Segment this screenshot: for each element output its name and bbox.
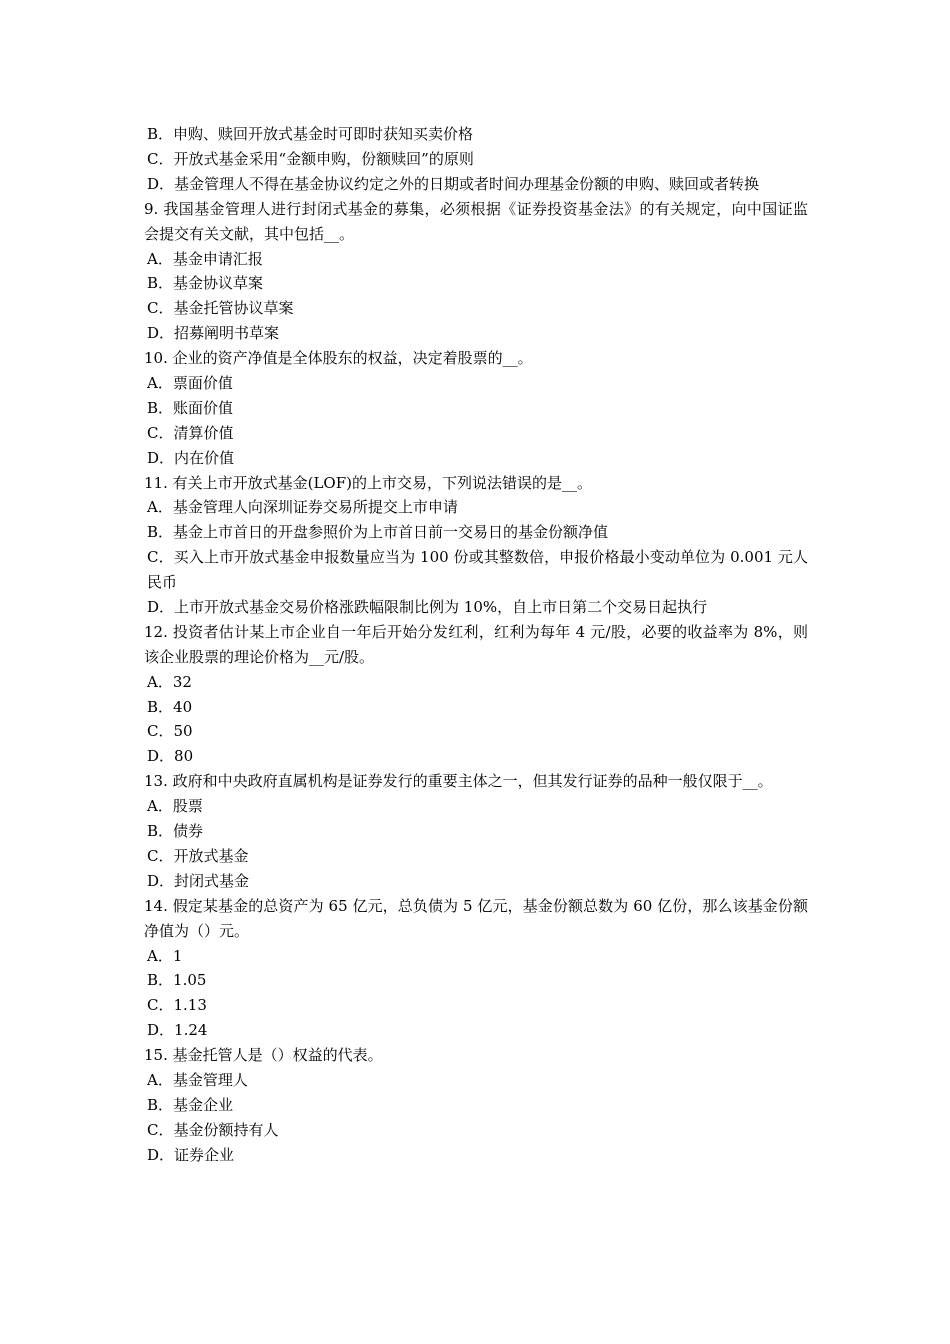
option-13c: C．开放式基金: [147, 846, 249, 865]
question-10: 10. 企业的资产净值是全体股东的权益，决定着股票的__。: [144, 349, 533, 368]
option-9d: D．招募阐明书草案: [147, 324, 280, 343]
option-12a: A．32: [147, 672, 192, 691]
option-8c: C．开放式基金采用“金额申购，份额赎回”的原则: [147, 149, 474, 168]
option-9a: A．基金申请汇报: [147, 249, 263, 268]
option-15b: B．基金企业: [147, 1095, 234, 1114]
option-9b: B．基金协议草案: [147, 274, 264, 293]
option-11c: C．买入上市开放式基金申报数量应当为 100 份或其整数倍，申报价格最小变动单位为 0.001 元人民币: [147, 548, 808, 592]
option-11a: A．基金管理人向深圳证券交易所提交上市申请: [147, 498, 458, 517]
option-8d: D．基金管理人不得在基金协议约定之外的日期或者时间办理基金份额的申购、赎回或者转换: [147, 174, 760, 193]
question-14: 14. 假定某基金的总资产为 65 亿元，总负债为 5 亿元，基金份额总数为 60 亿份，那么该基金份额净值为（）元。: [144, 896, 808, 940]
option-14b: B．1.05: [147, 971, 207, 990]
option-10c: C．清算价值: [147, 423, 234, 442]
option-12c: C．50: [147, 722, 193, 741]
option-14d: D．1.24: [147, 1021, 208, 1040]
option-8b: B．申购、赎回开放式基金时可即时获知买卖价格: [147, 125, 474, 143]
option-13a: A．股票: [147, 797, 203, 816]
option-14a: A．1: [147, 946, 183, 965]
document-page: [144, 122, 808, 1168]
option-14c: C．1.13: [147, 996, 207, 1015]
option-12b: B．40: [147, 697, 193, 716]
option-15d: D．证券企业: [147, 1145, 235, 1164]
question-11: 11. 有关上市开放式基金(LOF)的上市交易，下列说法错误的是__。: [144, 473, 592, 492]
question-15: 15. 基金托管人是（）权益的代表。: [144, 1046, 383, 1065]
option-11d: D．上市开放式基金交易价格涨跌幅限制比例为 10%，自上市日第二个交易日起执行: [147, 598, 708, 616]
option-13b: B．债券: [147, 822, 204, 841]
option-12d: D．80: [147, 747, 194, 766]
option-11b: B．基金上市首日的开盘参照价为上市首日前一交易日的基金份额净值: [147, 523, 609, 542]
question-12: 12. 投资者估计某上市企业自一年后开始分发红利，红利为每年 4 元/股，必要的收益率为 8%，则该企业股票的理论价格为__元/股。: [144, 622, 808, 666]
option-10b: B．账面价值: [147, 398, 234, 417]
option-13d: D．封闭式基金: [147, 871, 250, 890]
question-13: 13. 政府和中央政府直属机构是证券发行的重要主体之一，但其发行证券的品种一般仅限于__。: [144, 772, 773, 791]
option-10d: D．内在价值: [147, 448, 235, 467]
option-15a: A．基金管理人: [147, 1071, 248, 1089]
question-9: 9. 我国基金管理人进行封闭式基金的募集，必须根据《证券投资基金法》的有关规定，向中国证监会提交有关文献，其中包括__。: [144, 199, 808, 243]
option-9c: C．基金托管协议草案: [147, 299, 294, 318]
option-15c: C．基金份额持有人: [147, 1120, 279, 1139]
option-10a: A．票面价值: [147, 373, 233, 392]
